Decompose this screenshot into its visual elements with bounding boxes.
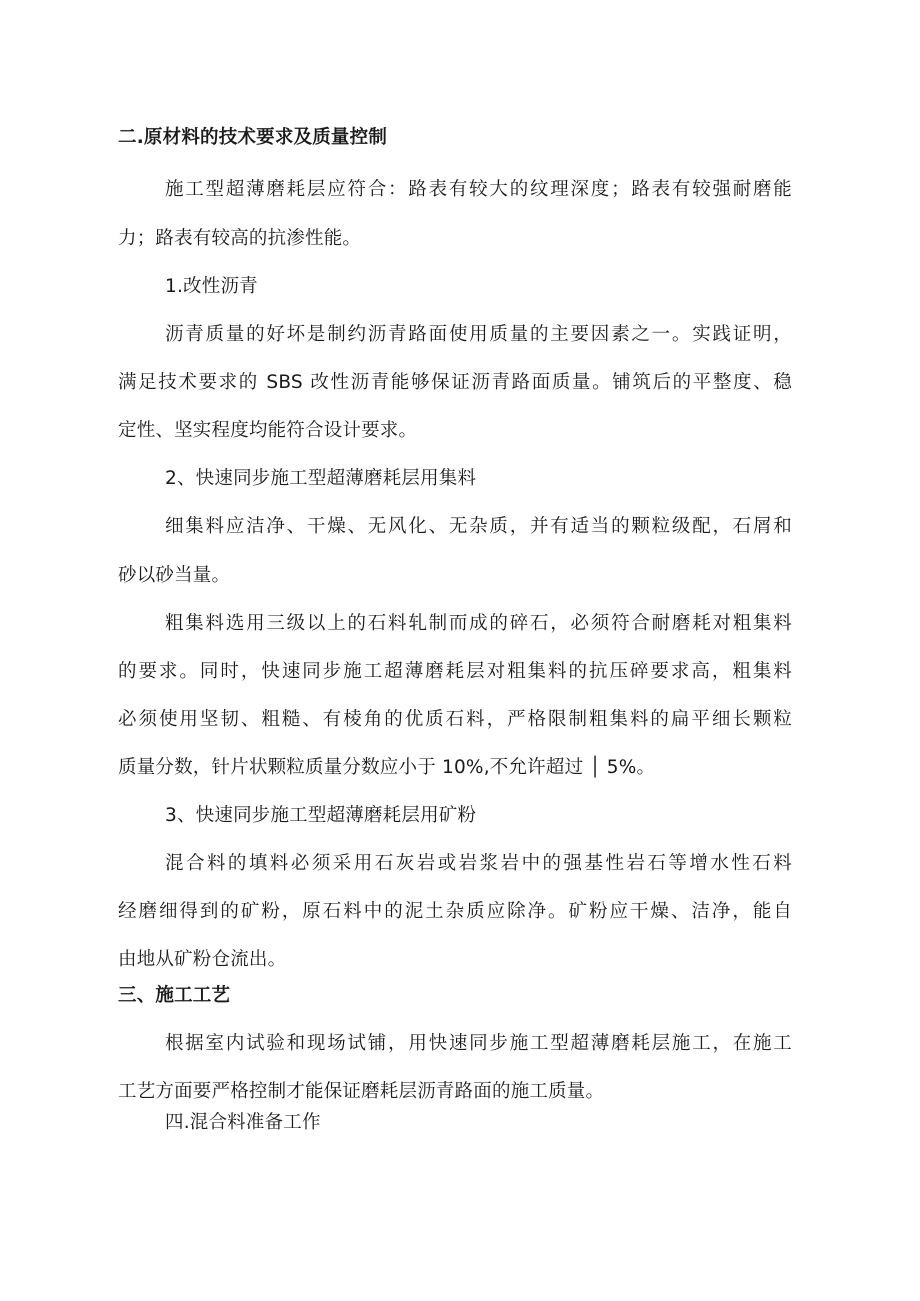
paragraph-line: 定性、坚实程度均能符合设计要求。	[118, 420, 418, 441]
paragraph-line: 力；路表有较高的抗渗性能。	[118, 228, 362, 249]
paragraph-line: 混合料的填料必须采用石灰岩或岩浆岩中的强基性岩石等增水性石料	[165, 853, 792, 874]
section-heading-2: 二.原材料的技术要求及质量控制	[118, 127, 388, 148]
paragraph-line: 由地从矿粉仓流出。	[118, 949, 287, 970]
section-heading-4: 四.混合料准备工作	[165, 1112, 321, 1133]
paragraph-line: 工艺方面要严格控制才能保证磨耗层沥青路面的施工质量。	[118, 1081, 605, 1102]
section-heading-3: 三、施工工艺	[118, 985, 231, 1006]
paragraph-line: 必须使用坚韧、粗糙、有棱角的优质石料，严格限制粗集料的扁平细长颗粒	[118, 709, 792, 730]
paragraph-line: 的要求。同时，快速同步施工超薄磨耗层对粗集料的抗压碎要求高，粗集料	[118, 661, 792, 682]
subheading-1: 1.改性沥青	[165, 276, 258, 297]
paragraph-line: 沥青质量的好坏是制约沥青路面使用质量的主要因素之一。实践证明，	[165, 324, 792, 345]
paragraph-line: 根据室内试验和现场试铺，用快速同步施工型超薄磨耗层施工，在施工	[165, 1033, 792, 1054]
subheading-2: 2、快速同步施工型超薄磨耗层用集料	[165, 468, 477, 489]
paragraph-line: 砂以砂当量。	[118, 565, 231, 586]
paragraph-line: 满足技术要求的 SBS 改性沥青能够保证沥青路面质量。铺筑后的平整度、稳	[118, 372, 792, 393]
paragraph-line: 质量分数，针片状颗粒质量分数应小于 10%,不允许超过 │ 5%。	[118, 757, 656, 778]
paragraph-line: 粗集料选用三级以上的石料轧制而成的碎石，必须符合耐磨耗对粗集料	[165, 613, 792, 634]
paragraph-line: 细集料应洁净、干燥、无风化、无杂质，并有适当的颗粒级配，石屑和	[165, 516, 792, 537]
paragraph-line: 经磨细得到的矿粉，原石料中的泥土杂质应除净。矿粉应干燥、洁净，能自	[118, 901, 792, 922]
paragraph-line: 施工型超薄磨耗层应符合：路表有较大的纹理深度；路表有较强耐磨能	[165, 179, 792, 200]
subheading-3: 3、快速同步施工型超薄磨耗层用矿粉	[165, 805, 477, 826]
